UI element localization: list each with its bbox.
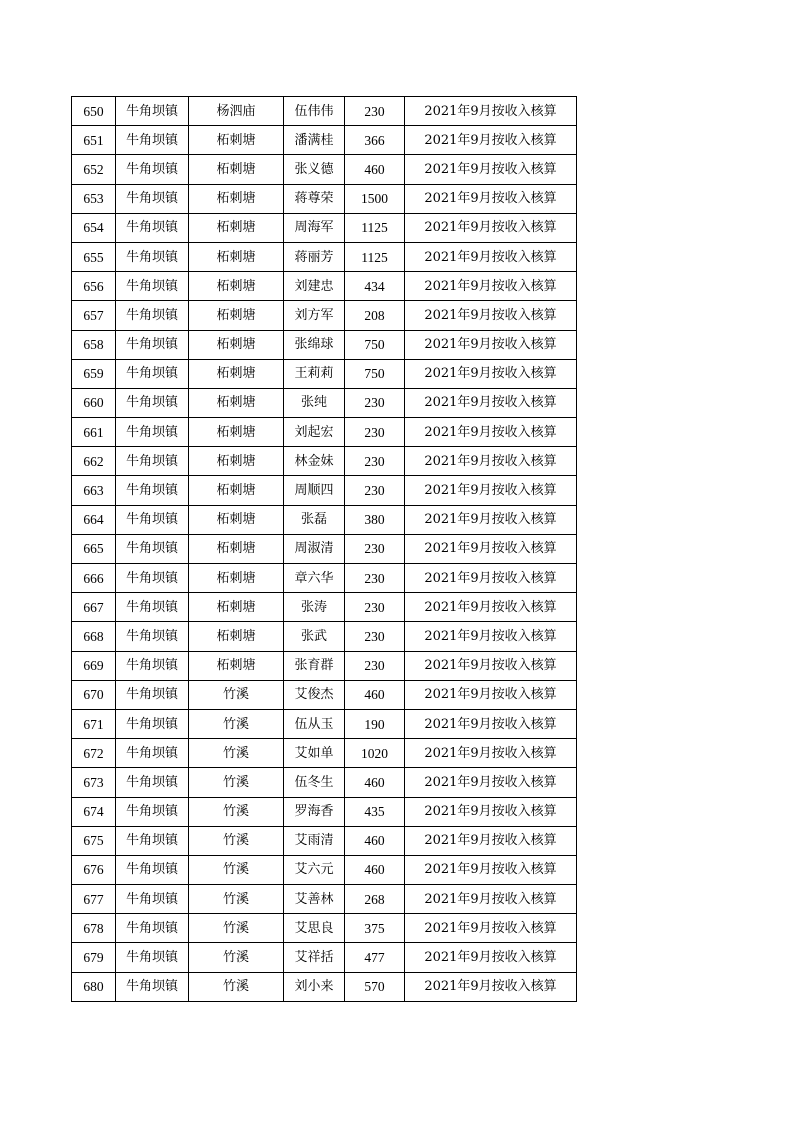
amount-cell: 460 xyxy=(345,155,405,184)
person-name-cell: 王莉莉 xyxy=(284,359,345,388)
row-number-cell: 668 xyxy=(72,622,116,651)
row-number-cell: 655 xyxy=(72,242,116,271)
town-cell: 牛角坝镇 xyxy=(116,622,189,651)
town-cell: 牛角坝镇 xyxy=(116,447,189,476)
table-row xyxy=(72,534,577,563)
town-cell: 牛角坝镇 xyxy=(116,739,189,768)
amount-cell: 477 xyxy=(345,943,405,972)
note-cell: 2021年9月按收入核算 xyxy=(405,680,577,709)
town-cell: 牛角坝镇 xyxy=(116,184,189,213)
town-cell: 牛角坝镇 xyxy=(116,914,189,943)
amount-cell: 268 xyxy=(345,885,405,914)
table-row xyxy=(72,330,577,359)
note-cell: 2021年9月按收入核算 xyxy=(405,855,577,884)
note-cell: 2021年9月按收入核算 xyxy=(405,709,577,738)
village-cell: 柘刺塘 xyxy=(189,184,284,213)
town-cell: 牛角坝镇 xyxy=(116,943,189,972)
row-number-cell: 651 xyxy=(72,126,116,155)
town-cell: 牛角坝镇 xyxy=(116,418,189,447)
amount-cell: 570 xyxy=(345,972,405,1001)
town-cell: 牛角坝镇 xyxy=(116,126,189,155)
amount-cell: 750 xyxy=(345,359,405,388)
note-cell: 2021年9月按收入核算 xyxy=(405,476,577,505)
table-row xyxy=(72,709,577,738)
note-cell: 2021年9月按收入核算 xyxy=(405,885,577,914)
town-cell: 牛角坝镇 xyxy=(116,330,189,359)
amount-cell: 230 xyxy=(345,651,405,680)
town-cell: 牛角坝镇 xyxy=(116,476,189,505)
row-number-cell: 665 xyxy=(72,534,116,563)
town-cell: 牛角坝镇 xyxy=(116,972,189,1001)
note-cell: 2021年9月按收入核算 xyxy=(405,447,577,476)
town-cell: 牛角坝镇 xyxy=(116,272,189,301)
amount-cell: 1125 xyxy=(345,213,405,242)
village-cell: 竹溪 xyxy=(189,943,284,972)
person-name-cell: 周海军 xyxy=(284,213,345,242)
person-name-cell: 张涛 xyxy=(284,593,345,622)
table-row xyxy=(72,739,577,768)
note-cell: 2021年9月按收入核算 xyxy=(405,651,577,680)
person-name-cell: 张绵球 xyxy=(284,330,345,359)
note-cell: 2021年9月按收入核算 xyxy=(405,418,577,447)
row-number-cell: 654 xyxy=(72,213,116,242)
village-cell: 竹溪 xyxy=(189,855,284,884)
amount-cell: 460 xyxy=(345,680,405,709)
village-cell: 竹溪 xyxy=(189,739,284,768)
amount-cell: 460 xyxy=(345,768,405,797)
town-cell: 牛角坝镇 xyxy=(116,768,189,797)
table-row xyxy=(72,768,577,797)
person-name-cell: 张纯 xyxy=(284,388,345,417)
note-cell: 2021年9月按收入核算 xyxy=(405,505,577,534)
person-name-cell: 艾祥括 xyxy=(284,943,345,972)
row-number-cell: 653 xyxy=(72,184,116,213)
table-row xyxy=(72,651,577,680)
note-cell: 2021年9月按收入核算 xyxy=(405,330,577,359)
village-cell: 柘刺塘 xyxy=(189,564,284,593)
person-name-cell: 伍伟伟 xyxy=(284,97,345,126)
row-number-cell: 673 xyxy=(72,768,116,797)
person-name-cell: 艾雨清 xyxy=(284,826,345,855)
table-row xyxy=(72,972,577,1001)
person-name-cell: 艾六元 xyxy=(284,855,345,884)
table-row xyxy=(72,126,577,155)
data-table xyxy=(71,96,577,1002)
note-cell: 2021年9月按收入核算 xyxy=(405,972,577,1001)
person-name-cell: 蒋尊荣 xyxy=(284,184,345,213)
amount-cell: 208 xyxy=(345,301,405,330)
amount-cell: 190 xyxy=(345,709,405,738)
town-cell: 牛角坝镇 xyxy=(116,855,189,884)
town-cell: 牛角坝镇 xyxy=(116,564,189,593)
person-name-cell: 刘小来 xyxy=(284,972,345,1001)
row-number-cell: 659 xyxy=(72,359,116,388)
table-row xyxy=(72,97,577,126)
village-cell: 柘刺塘 xyxy=(189,447,284,476)
note-cell: 2021年9月按收入核算 xyxy=(405,301,577,330)
row-number-cell: 666 xyxy=(72,564,116,593)
row-number-cell: 661 xyxy=(72,418,116,447)
table-row xyxy=(72,797,577,826)
amount-cell: 366 xyxy=(345,126,405,155)
row-number-cell: 672 xyxy=(72,739,116,768)
note-cell: 2021年9月按收入核算 xyxy=(405,126,577,155)
person-name-cell: 张育群 xyxy=(284,651,345,680)
amount-cell: 230 xyxy=(345,418,405,447)
person-name-cell: 刘方军 xyxy=(284,301,345,330)
village-cell: 柘刺塘 xyxy=(189,126,284,155)
village-cell: 柘刺塘 xyxy=(189,505,284,534)
table-row xyxy=(72,155,577,184)
person-name-cell: 周顺四 xyxy=(284,476,345,505)
note-cell: 2021年9月按收入核算 xyxy=(405,97,577,126)
village-cell: 柘刺塘 xyxy=(189,155,284,184)
amount-cell: 435 xyxy=(345,797,405,826)
person-name-cell: 刘起宏 xyxy=(284,418,345,447)
amount-cell: 434 xyxy=(345,272,405,301)
amount-cell: 1020 xyxy=(345,739,405,768)
row-number-cell: 670 xyxy=(72,680,116,709)
village-cell: 竹溪 xyxy=(189,680,284,709)
village-cell: 柘刺塘 xyxy=(189,651,284,680)
note-cell: 2021年9月按收入核算 xyxy=(405,242,577,271)
table-row xyxy=(72,476,577,505)
village-cell: 柘刺塘 xyxy=(189,622,284,651)
town-cell: 牛角坝镇 xyxy=(116,505,189,534)
row-number-cell: 663 xyxy=(72,476,116,505)
note-cell: 2021年9月按收入核算 xyxy=(405,359,577,388)
note-cell: 2021年9月按收入核算 xyxy=(405,768,577,797)
village-cell: 柘刺塘 xyxy=(189,272,284,301)
town-cell: 牛角坝镇 xyxy=(116,680,189,709)
table-row xyxy=(72,418,577,447)
village-cell: 竹溪 xyxy=(189,972,284,1001)
amount-cell: 230 xyxy=(345,534,405,563)
row-number-cell: 667 xyxy=(72,593,116,622)
village-cell: 柘刺塘 xyxy=(189,476,284,505)
table-row xyxy=(72,593,577,622)
note-cell: 2021年9月按收入核算 xyxy=(405,914,577,943)
note-cell: 2021年9月按收入核算 xyxy=(405,213,577,242)
person-name-cell: 艾善林 xyxy=(284,885,345,914)
town-cell: 牛角坝镇 xyxy=(116,826,189,855)
village-cell: 竹溪 xyxy=(189,768,284,797)
town-cell: 牛角坝镇 xyxy=(116,242,189,271)
note-cell: 2021年9月按收入核算 xyxy=(405,272,577,301)
village-cell: 柘刺塘 xyxy=(189,388,284,417)
table-row xyxy=(72,855,577,884)
row-number-cell: 664 xyxy=(72,505,116,534)
village-cell: 竹溪 xyxy=(189,826,284,855)
row-number-cell: 656 xyxy=(72,272,116,301)
note-cell: 2021年9月按收入核算 xyxy=(405,184,577,213)
table-row xyxy=(72,301,577,330)
note-cell: 2021年9月按收入核算 xyxy=(405,826,577,855)
town-cell: 牛角坝镇 xyxy=(116,155,189,184)
table-row xyxy=(72,943,577,972)
note-cell: 2021年9月按收入核算 xyxy=(405,622,577,651)
person-name-cell: 周淑清 xyxy=(284,534,345,563)
row-number-cell: 662 xyxy=(72,447,116,476)
village-cell: 竹溪 xyxy=(189,797,284,826)
table-row xyxy=(72,184,577,213)
table-row xyxy=(72,213,577,242)
table-row xyxy=(72,272,577,301)
person-name-cell: 伍冬生 xyxy=(284,768,345,797)
note-cell: 2021年9月按收入核算 xyxy=(405,155,577,184)
person-name-cell: 伍从玉 xyxy=(284,709,345,738)
note-cell: 2021年9月按收入核算 xyxy=(405,593,577,622)
town-cell: 牛角坝镇 xyxy=(116,97,189,126)
person-name-cell: 潘满桂 xyxy=(284,126,345,155)
village-cell: 柘刺塘 xyxy=(189,534,284,563)
village-cell: 柘刺塘 xyxy=(189,213,284,242)
table-body xyxy=(72,97,577,1002)
table-row xyxy=(72,622,577,651)
note-cell: 2021年9月按收入核算 xyxy=(405,739,577,768)
amount-cell: 230 xyxy=(345,97,405,126)
person-name-cell: 张义德 xyxy=(284,155,345,184)
amount-cell: 375 xyxy=(345,914,405,943)
person-name-cell: 蒋丽芳 xyxy=(284,242,345,271)
person-name-cell: 艾思良 xyxy=(284,914,345,943)
person-name-cell: 罗海香 xyxy=(284,797,345,826)
note-cell: 2021年9月按收入核算 xyxy=(405,564,577,593)
amount-cell: 230 xyxy=(345,447,405,476)
amount-cell: 750 xyxy=(345,330,405,359)
amount-cell: 460 xyxy=(345,826,405,855)
amount-cell: 230 xyxy=(345,388,405,417)
village-cell: 柘刺塘 xyxy=(189,359,284,388)
row-number-cell: 679 xyxy=(72,943,116,972)
village-cell: 竹溪 xyxy=(189,885,284,914)
row-number-cell: 657 xyxy=(72,301,116,330)
table-row xyxy=(72,447,577,476)
town-cell: 牛角坝镇 xyxy=(116,301,189,330)
table-row xyxy=(72,885,577,914)
amount-cell: 230 xyxy=(345,564,405,593)
table-row xyxy=(72,564,577,593)
table-row xyxy=(72,388,577,417)
amount-cell: 460 xyxy=(345,855,405,884)
row-number-cell: 674 xyxy=(72,797,116,826)
amount-cell: 1125 xyxy=(345,242,405,271)
town-cell: 牛角坝镇 xyxy=(116,534,189,563)
table-row xyxy=(72,505,577,534)
village-cell: 柘刺塘 xyxy=(189,593,284,622)
amount-cell: 230 xyxy=(345,593,405,622)
person-name-cell: 林金妹 xyxy=(284,447,345,476)
town-cell: 牛角坝镇 xyxy=(116,709,189,738)
village-cell: 柘刺塘 xyxy=(189,418,284,447)
village-cell: 竹溪 xyxy=(189,709,284,738)
amount-cell: 1500 xyxy=(345,184,405,213)
town-cell: 牛角坝镇 xyxy=(116,651,189,680)
row-number-cell: 677 xyxy=(72,885,116,914)
town-cell: 牛角坝镇 xyxy=(116,797,189,826)
town-cell: 牛角坝镇 xyxy=(116,213,189,242)
village-cell: 柘刺塘 xyxy=(189,301,284,330)
village-cell: 竹溪 xyxy=(189,914,284,943)
table-row xyxy=(72,914,577,943)
table-row xyxy=(72,242,577,271)
row-number-cell: 676 xyxy=(72,855,116,884)
row-number-cell: 652 xyxy=(72,155,116,184)
note-cell: 2021年9月按收入核算 xyxy=(405,943,577,972)
note-cell: 2021年9月按收入核算 xyxy=(405,797,577,826)
town-cell: 牛角坝镇 xyxy=(116,593,189,622)
table-row xyxy=(72,680,577,709)
person-name-cell: 艾俊杰 xyxy=(284,680,345,709)
village-cell: 杨泗庙 xyxy=(189,97,284,126)
person-name-cell: 章六华 xyxy=(284,564,345,593)
person-name-cell: 张磊 xyxy=(284,505,345,534)
town-cell: 牛角坝镇 xyxy=(116,388,189,417)
person-name-cell: 张武 xyxy=(284,622,345,651)
row-number-cell: 675 xyxy=(72,826,116,855)
row-number-cell: 658 xyxy=(72,330,116,359)
table-row xyxy=(72,359,577,388)
person-name-cell: 刘建忠 xyxy=(284,272,345,301)
note-cell: 2021年9月按收入核算 xyxy=(405,534,577,563)
row-number-cell: 669 xyxy=(72,651,116,680)
row-number-cell: 650 xyxy=(72,97,116,126)
row-number-cell: 660 xyxy=(72,388,116,417)
row-number-cell: 671 xyxy=(72,709,116,738)
amount-cell: 380 xyxy=(345,505,405,534)
town-cell: 牛角坝镇 xyxy=(116,885,189,914)
table-row xyxy=(72,826,577,855)
town-cell: 牛角坝镇 xyxy=(116,359,189,388)
person-name-cell: 艾如单 xyxy=(284,739,345,768)
amount-cell: 230 xyxy=(345,476,405,505)
row-number-cell: 680 xyxy=(72,972,116,1001)
village-cell: 柘刺塘 xyxy=(189,330,284,359)
row-number-cell: 678 xyxy=(72,914,116,943)
village-cell: 柘刺塘 xyxy=(189,242,284,271)
note-cell: 2021年9月按收入核算 xyxy=(405,388,577,417)
amount-cell: 230 xyxy=(345,622,405,651)
